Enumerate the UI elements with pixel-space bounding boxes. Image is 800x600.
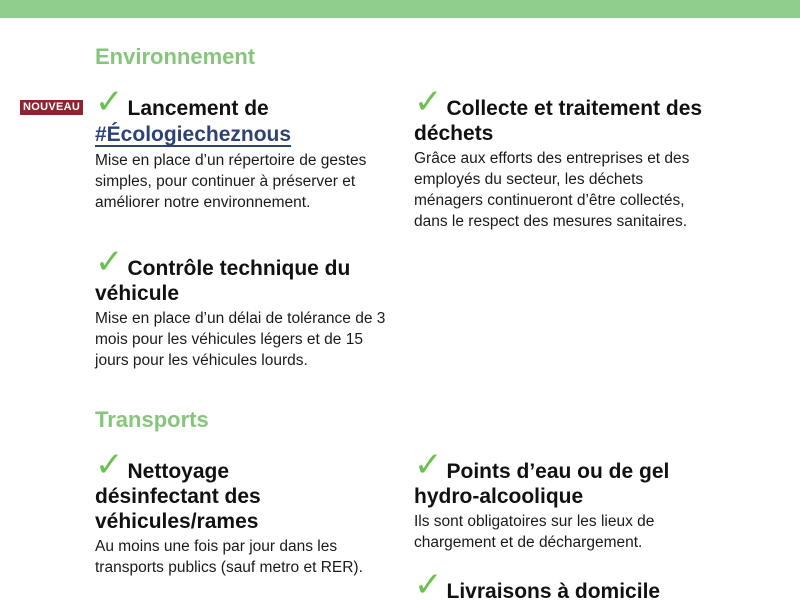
item-description: Ils sont obligatoires sur les lieux de chargement et de déchargement. <box>414 513 655 551</box>
item-title: Collecte et traitement des déchets <box>414 97 703 145</box>
item-description: Grâce aux efforts des entreprises et des employés du secteur, les déchets ménagers continueront d’être collectés, dans le respect des mesures sanitaires. <box>414 150 690 230</box>
item-title: Points d’eau ou de gel hydro-alcoolique <box>414 460 670 508</box>
item-title: Nettoyage désinfectant des véhicules/rames <box>95 460 261 533</box>
item-description: Au moins une fois par jour dans les transports publics (sauf metro et RER). <box>95 538 363 576</box>
check-icon: ✓ <box>95 243 124 281</box>
item-livraisons <box>414 566 714 600</box>
check-icon: ✓ <box>414 83 443 121</box>
hashtag-link[interactable]: #Écologiecheznous <box>95 123 292 146</box>
item-nettoyage <box>95 446 365 578</box>
check-icon: ✓ <box>95 83 124 121</box>
item-collecte-dechets <box>414 83 714 232</box>
item-controle-technique <box>95 243 386 371</box>
item-description: Mise en place d’un délai de tolérance de 3 mois pour les véhicules légers et de 15 jours pour les véhicules lourds. <box>95 310 386 369</box>
section-title-transports: Transports <box>95 407 209 432</box>
item-title: Contrôle technique du véhicule <box>95 257 351 305</box>
item-title: Lancement de <box>127 97 269 120</box>
item-title: Livraisons à domicile <box>446 580 661 600</box>
item-ecologie <box>95 83 395 213</box>
item-points-eau <box>414 446 714 553</box>
item-description: Mise en place d’un répertoire de gestes simples, pour continuer à préserver et améliorer notre environnement. <box>95 152 367 211</box>
new-badge: NOUVEAU <box>20 100 83 115</box>
check-icon: ✓ <box>414 566 443 600</box>
check-icon: ✓ <box>414 446 443 484</box>
section-title-environnement: Environnement <box>95 44 256 69</box>
check-icon: ✓ <box>95 446 124 484</box>
top-banner-bar <box>0 0 800 18</box>
